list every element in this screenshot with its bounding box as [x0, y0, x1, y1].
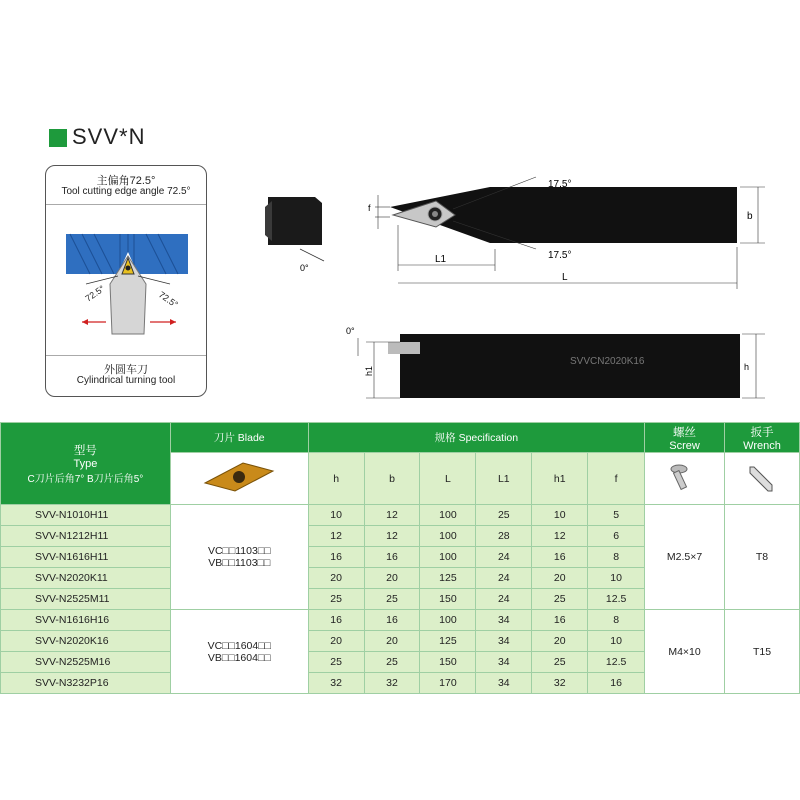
spec-cell-L: 100 — [420, 505, 476, 526]
spec-cell-h: 12 — [308, 526, 364, 547]
table-row — [1, 610, 800, 631]
end-view-zero-angle: 0° — [300, 263, 309, 273]
angle-left-label: 72.5° — [83, 283, 107, 304]
spec-cell-h1: 12 — [532, 526, 588, 547]
spec-cell-h1: 10 — [532, 505, 588, 526]
spec-cell-f: 8 — [588, 547, 645, 568]
blade-spec-line: VB□□1604□□ — [207, 651, 271, 664]
spec-cell-L1: 24 — [476, 589, 532, 610]
spec-table — [0, 422, 800, 694]
wrench-header-en: Wrench — [743, 439, 781, 452]
end-view-block — [268, 197, 322, 245]
wrench-cell: T15 — [724, 610, 799, 694]
spec-cell-h: 25 — [308, 652, 364, 673]
side-zero-angle: 0° — [346, 326, 355, 336]
page-title: SVV*N — [72, 124, 146, 149]
spec-cell-f: 10 — [588, 568, 645, 589]
spec-cell-h: 20 — [308, 631, 364, 652]
spec-cell-h1: 20 — [532, 631, 588, 652]
spec-cell-f: 5 — [588, 505, 645, 526]
spec-cell-h1: 16 — [532, 610, 588, 631]
spec-cell-b: 32 — [364, 673, 420, 694]
screw-image-cell — [645, 453, 725, 505]
type-cell: SVV-N2525M16 — [1, 652, 171, 673]
tool-side-view — [340, 320, 770, 400]
spec-cell-L1: 24 — [476, 568, 532, 589]
type-cell: SVV-N2020K11 — [1, 568, 171, 589]
spec-cell-h: 20 — [308, 568, 364, 589]
type-cell: SVV-N1616H16 — [1, 610, 171, 631]
spec-cell-b: 16 — [364, 547, 420, 568]
cutting-angle-label-en: Tool cutting edge angle 72.5° — [61, 186, 191, 197]
spec-cell-h1: 25 — [532, 652, 588, 673]
spec-cell-L1: 34 — [476, 673, 532, 694]
wrench-image-cell — [724, 453, 799, 505]
spec-cell-L: 100 — [420, 610, 476, 631]
spec-cell-h: 25 — [308, 589, 364, 610]
screw-header — [645, 423, 725, 453]
spec-col-L1: L1 — [476, 453, 532, 505]
spec-cell-L1: 34 — [476, 610, 532, 631]
spec-cell-b: 25 — [364, 652, 420, 673]
blade-spec-line: VC□□1604□□ — [207, 639, 271, 652]
spec-cell-L1: 25 — [476, 505, 532, 526]
insert-image — [199, 457, 279, 497]
spec-cell-L: 100 — [420, 526, 476, 547]
spec-cell-h: 10 — [308, 505, 364, 526]
spec-col-b: b — [364, 453, 420, 505]
type-header-note: C刀片后角7° B刀片后角5° — [27, 474, 144, 485]
screw-cell: M2.5×7 — [645, 505, 725, 610]
blade-spec-cell — [170, 610, 308, 694]
spec-col-h1: h1 — [532, 453, 588, 505]
spec-cell-L: 125 — [420, 631, 476, 652]
cutting-angle-panel — [45, 165, 207, 397]
blade-image-cell — [170, 453, 308, 505]
spec-cell-f: 12.5 — [588, 652, 645, 673]
screw-header-en: Screw — [669, 439, 700, 452]
table-row — [1, 505, 800, 526]
wrench-header-cn: 扳手 — [750, 426, 774, 439]
dim-f: f — [368, 203, 371, 213]
spec-cell-L1: 24 — [476, 547, 532, 568]
tool-marking: SVVCN2020K16 — [570, 356, 645, 367]
spec-cell-h1: 25 — [532, 589, 588, 610]
screw-header-cn: 螺丝 — [673, 426, 697, 439]
cutting-angle-label-cn: 主偏角72.5° — [96, 175, 156, 187]
type-cell: SVV-N2020K16 — [1, 631, 171, 652]
spec-cell-b: 20 — [364, 568, 420, 589]
wrench-icon — [742, 457, 782, 497]
spec-cell-L1: 28 — [476, 526, 532, 547]
dim-L: L — [562, 272, 568, 283]
type-cell: SVV-N2525M11 — [1, 589, 171, 610]
spec-cell-L: 100 — [420, 547, 476, 568]
spec-cell-f: 10 — [588, 631, 645, 652]
spec-cell-L: 150 — [420, 652, 476, 673]
type-header-en: Type — [73, 458, 98, 470]
angle-right-label: 72.5° — [156, 289, 180, 310]
dim-h: h — [744, 362, 750, 372]
spec-cell-h: 32 — [308, 673, 364, 694]
spec-cell-b: 20 — [364, 631, 420, 652]
screw-icon — [665, 457, 705, 497]
spec-cell-h1: 32 — [532, 673, 588, 694]
spec-cell-f: 16 — [588, 673, 645, 694]
screw-cell: M4×10 — [645, 610, 725, 694]
wrench-cell: T8 — [724, 505, 799, 610]
tool-top-view — [250, 165, 770, 295]
type-cell: SVV-N1616H11 — [1, 547, 171, 568]
spec-cell-b: 16 — [364, 610, 420, 631]
spec-cell-L: 150 — [420, 589, 476, 610]
blade-header: 刀片 Blade — [170, 423, 308, 453]
type-header — [1, 423, 171, 505]
spec-cell-f: 12.5 — [588, 589, 645, 610]
spec-cell-L1: 34 — [476, 652, 532, 673]
spec-cell-b: 12 — [364, 505, 420, 526]
type-cell: SVV-N1212H11 — [1, 526, 171, 547]
dim-angle-top: 17.5° — [548, 179, 572, 190]
turning-tool-label-en: Cylindrical turning tool — [76, 375, 176, 386]
turning-diagram — [46, 204, 206, 356]
spec-cell-L: 170 — [420, 673, 476, 694]
spec-cell-h: 16 — [308, 610, 364, 631]
dim-b: b — [747, 211, 753, 222]
spec-col-f: f — [588, 453, 645, 505]
spec-cell-h: 16 — [308, 547, 364, 568]
spec-cell-h1: 20 — [532, 568, 588, 589]
spec-col-h: h — [308, 453, 364, 505]
spec-cell-b: 25 — [364, 589, 420, 610]
spec-cell-f: 6 — [588, 526, 645, 547]
blade-spec-line: VC□□1103□□ — [207, 545, 271, 557]
type-cell: SVV-N3232P16 — [1, 673, 171, 694]
spec-cell-b: 12 — [364, 526, 420, 547]
type-header-cn: 型号 — [73, 445, 97, 457]
blade-spec-cell — [170, 505, 308, 610]
spec-cell-f: 8 — [588, 610, 645, 631]
type-cell: SVV-N1010H11 — [1, 505, 171, 526]
spec-cell-L1: 34 — [476, 631, 532, 652]
spec-table-body — [1, 505, 800, 694]
dim-h1: h1 — [364, 365, 374, 376]
spec-col-L: L — [420, 453, 476, 505]
spec-cell-L: 125 — [420, 568, 476, 589]
blade-spec-line: VB□□1103□□ — [208, 557, 271, 569]
dim-angle-bottom: 17.5° — [548, 250, 572, 261]
title-marker — [49, 129, 67, 147]
turning-tool-label-cn: 外圆车刀 — [104, 364, 148, 376]
spec-cell-h1: 16 — [532, 547, 588, 568]
dim-L1: L1 — [435, 254, 447, 265]
spec-header: 规格 Specification — [308, 423, 644, 453]
wrench-header — [724, 423, 799, 453]
